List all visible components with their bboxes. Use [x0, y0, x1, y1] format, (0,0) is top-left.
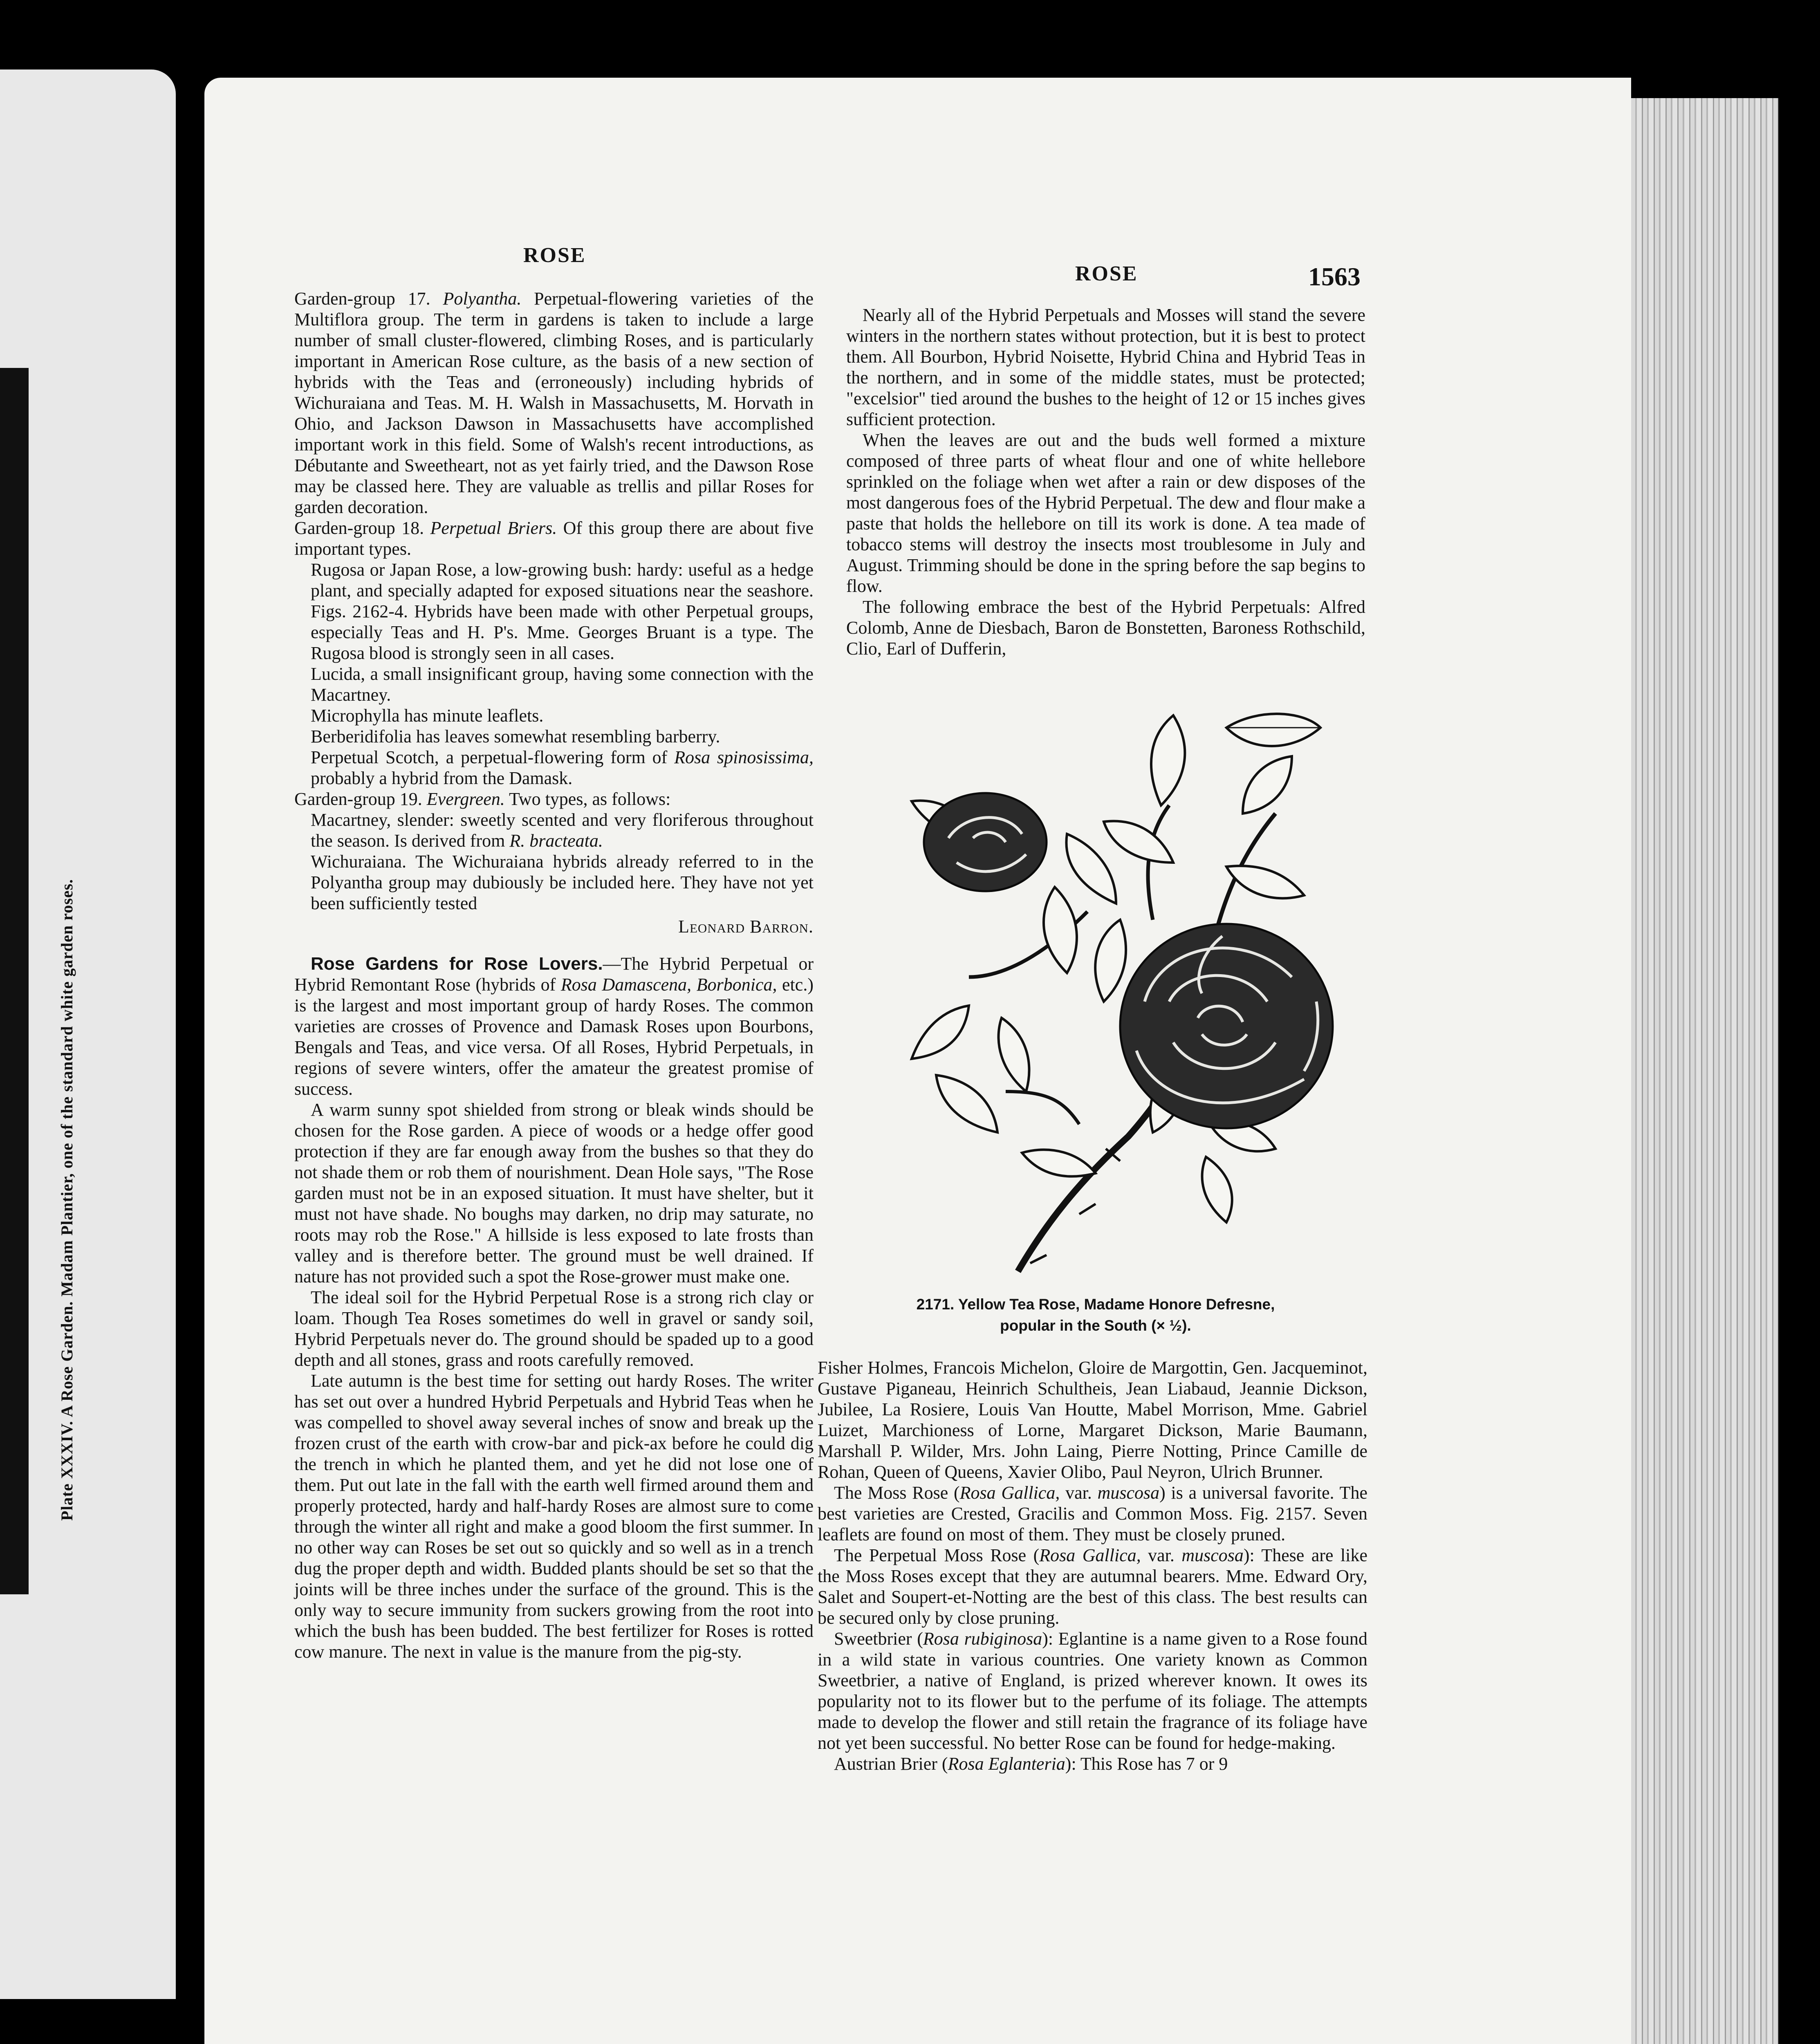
paragraph-protection: Nearly all of the Hybrid Perpetuals and Mosses will stand the severe winters in the northern states without protection, but it is best to protect them. All Bourbon, Hybrid Noisette, Hybrid China and Hybrid Teas in the northern, and in some of the middle states, must be protected; "excelsior" tied around the bushes to the height of 12 or 15 inches gives sufficient protection.	[846, 305, 1365, 429]
author-signature: Leonard Barron.	[678, 917, 814, 937]
paragraph-garden-group-17: Garden-group 17. Polyantha. Perpetual-flowering varieties of the Multiflora group. The term in gardens is taken to include a large number of small cluster-flowered, climbing Roses, and is particularly important in American Rose culture, as the basis of a new section of hybrids with the Teas and (erroneously) including hybrids of Wichuraiana and Teas. M. H. Walsh in Massachusetts, M. Horvath in Ohio, and Jackson Dawson in Massachusetts have accomplished important work in this field. Some of Walsh's recent introductions, as Débutante and Sweetheart, not as yet fairly tried, and the Dawson Rose may be classed here. They are valuable as trellis and pillar Roses for garden decoration.	[294, 289, 814, 517]
paragraph-soil: The ideal soil for the Hybrid Perpetual Rose is a strong rich clay or loam. Though Tea Roses sometimes do well in gravel or sandy soil, Hybrid Perpetuals never do. The ground should be spaded up to a good depth and all stones, grass and roots carefully removed.	[294, 1287, 814, 1370]
paragraph-hybrid-list: Fisher Holmes, Francois Michelon, Gloire de Margottin, Gen. Jacqueminot, Gustave Piganeau, Heinrich Schultheis, Jean Liabaud, Jeannie Dickson, Jubilee, La Rosiere, Louis Van Houtte, Mabel Morrison, Mme. Gabriel Luizet, Marchioness of Lorne, Margaret Dickson, Marie Baumann, Marshall P. Wilder, Mrs. John Laing, Pierre Notting, Prince Camille de Rohan, Queen of Queens, Xavier Olibo, Paul Neyron, Ulrich Brunner.	[818, 1358, 1367, 1482]
section-heading: Rose Gardens for Rose Lovers.	[311, 954, 603, 974]
paragraph-macartney: Macartney, slender: sweetly scented and very floriferous throughout the season. Is derived from R. bracteata.	[311, 810, 814, 851]
left-text-column	[294, 288, 814, 1662]
paragraph-microphylla: Microphylla has minute leaflets.	[311, 706, 544, 726]
paragraph-lucida: Lucida, a small insignificant group, having some connection with the Macartney.	[311, 664, 814, 705]
paragraph-sweetbrier: Sweetbrier (Rosa rubiginosa): Eglantine is a name given to a Rose found in a wild state in various countries. One variety known as Common Sweetbrier, a native of England, is prized wherever known. It owes its popularity not to its flower but to the perfume of its foliage. The attempts made to develop the flower and still retain the fragrance of its foliage have not yet been successful. No better Rose can be found for hedge-making.	[818, 1629, 1367, 1753]
figure-caption	[850, 1294, 1341, 1336]
rose-engraving	[834, 691, 1337, 1284]
gutter-shadow	[0, 368, 29, 1594]
page-number: 1563	[1308, 262, 1361, 291]
paragraph-rugosa: Rugosa or Japan Rose, a low-growing bush: hardy: useful as a hedge plant, and specially adapted for exposed situations near the seashore. Figs. 2162-4. Hybrids have been made with other Perpetual groups, especially Teas and H. P's. Mme. Georges Bruant is a type. The Rugosa blood is strongly seen in all cases.	[311, 560, 814, 663]
right-text-column-bottom	[818, 1357, 1367, 1774]
paragraph-best-hybrids: The following embrace the best of the Hybrid Perpetuals: Alfred Colomb, Anne de Diesbach, Baron de Bonstetten, Baroness Rothschild, Clio, Earl of Dufferin,	[846, 597, 1365, 659]
paragraph-garden-group-19: Garden-group 19. Evergreen. Two types, as follows:	[294, 789, 671, 809]
rose-illustration	[834, 691, 1337, 1284]
paragraph-perpetual-scotch: Perpetual Scotch, a perpetual-flowering form of Rosa spinosissima, probably a hybrid from the Damask.	[311, 747, 814, 788]
paragraph-planting: Late autumn is the best time for setting out hardy Roses. The writer has set out over a hundred Hybrid Perpetuals and Hybrid Teas when he was compelled to shovel away several inches of snow and break up the frozen crust of the earth with crow-bar and pick-ax before he could dig the trench in which he planted them, and yet he did not lose one of them. Put out late in the fall with the earth well firmed around them and properly protected, hardy and half-hardy Roses are almost sure to come through the winter all right and make a good bloom the first summer. In no other way can Roses be set out so quickly and so well as in a trench dug the proper depth and width. Budded plants should be set so that the joints will be three inches under the surface of the ground. This is the only way to secure immunity from suckers growing from the root into which the bush has been budded. The best fertilizer for Roses is rotted cow manure. The next in value is the manure from the pig-sty.	[294, 1371, 814, 1662]
page-edges	[1631, 98, 1778, 2044]
right-text-column-top	[846, 305, 1365, 659]
paragraph-location: A warm sunny spot shielded from strong or bleak winds should be chosen for the Rose garden. A piece of woods or a hedge offer good protection if they are far enough away from the bushes so that they do not shade them or rob them of nourishment. Dean Hole says, "The Rose garden must not be in an exposed situation. It must have shelter, but it must not have shade. No boughs may darken, no drip may saturate, no roots may rob the Rose." A hillside is less exposed to late frosts than valley and is therefore better. The ground must be well drained. If nature has not provided such a spot the Rose-grower must make one.	[294, 1100, 814, 1286]
paragraph-berberidifolia: Berberidifolia has leaves somewhat resembling barberry.	[311, 726, 720, 746]
paragraph-austrian-brier: Austrian Brier (Rosa Eglanteria): This Rose has 7 or 9	[834, 1754, 1228, 1774]
plate-caption: Plate XXXIV. A Rose Garden. Madam Plantier, one of the standard white garden roses.	[58, 879, 76, 1521]
figure-caption-line-2: popular in the South (× ½).	[1000, 1317, 1191, 1334]
paragraph-hellebore: When the leaves are out and the buds well formed a mixture composed of three parts of wheat flour and one of white hellebore sprinkled on the foliage when wet after a rain or dew disposes of the most dangerous foes of the Hybrid Perpetual. The dew and flour make a paste that holds the hellebore on till its work is done. A tea made of tobacco stems will destroy the insects most troublesome in July and August. Trimming should be done in the spring before the sap begins to flow.	[846, 430, 1365, 596]
paragraph-garden-group-18: Garden-group 18. Perpetual Briers. Of this group there are about five important types.	[294, 518, 814, 559]
figure-caption-line-1: 2171. Yellow Tea Rose, Madame Honore Defresne,	[916, 1296, 1275, 1313]
paragraph-wichuraiana: Wichuraiana. The Wichuraiana hybrids already referred to in the Polyantha group may dubiously be included here. They have not yet been sufficiently tested	[311, 852, 814, 913]
paragraph-moss-rose: The Moss Rose (Rosa Gallica, var. muscosa) is a universal favorite. The best varieties are Crested, Gracilis and Common Moss. Fig. 2157. Seven leaflets are found on most of them. They must be closely pruned.	[818, 1483, 1367, 1544]
paragraph-rose-gardens: Rose Gardens for Rose Lovers.—The Hybrid Perpetual or Hybrid Remontant Rose (hybrids of Rosa Damascena, Borbonica, etc.) is the largest and most important group of hardy Roses. The common varieties are crosses of Provence and Damask Roses upon Bourbons, Bengals and Teas, and vice versa. Of all Roses, Hybrid Perpetuals, in regions of severe winters, offer the amateur the greatest promise of success.	[294, 954, 814, 1099]
paragraph-perpetual-moss: The Perpetual Moss Rose (Rosa Gallica, var. muscosa): These are like the Moss Roses except that they are autumnal bearers. Mme. Edward Ory, Salet and Soupert-et-Notting are the best of this class. The best results can be secured only by close pruning.	[818, 1545, 1367, 1628]
section-gap	[294, 937, 814, 953]
running-head-left: ROSE	[523, 244, 586, 267]
running-head-right: ROSE	[1075, 262, 1138, 285]
